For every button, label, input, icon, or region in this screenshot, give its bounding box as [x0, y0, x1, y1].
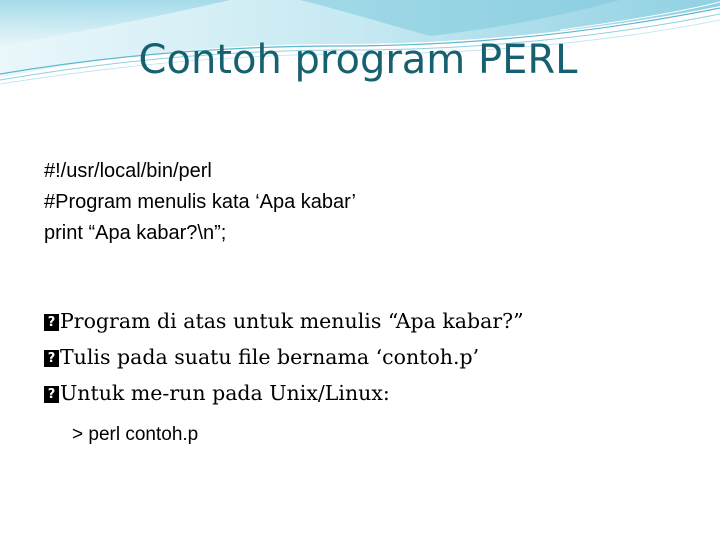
code-line-comment: #Program menulis kata ‘Apa kabar’ — [44, 191, 357, 213]
bullet-list — [44, 303, 524, 411]
bullet-item — [44, 375, 524, 411]
bullet-text: Untuk me-run pada Unix/Linux: — [60, 381, 390, 405]
bullet-text: Program di atas untuk menulis “Apa kabar?” — [60, 309, 524, 333]
code-line-shebang: #!/usr/local/bin/perl — [44, 160, 212, 182]
missing-glyph-bullet-icon — [44, 350, 59, 367]
bullet-item — [44, 339, 524, 375]
bullet-item — [44, 303, 524, 339]
code-block — [44, 156, 356, 249]
code-line-print: print “Apa kabar?\n”; — [44, 222, 227, 244]
missing-glyph-bullet-icon — [44, 386, 59, 403]
bullet-text: Tulis pada suatu file bernama ‘contoh.p’ — [60, 345, 480, 369]
command-line: > perl contoh.p — [72, 424, 199, 445]
slide-title: Contoh program PERL — [138, 37, 578, 83]
missing-glyph-bullet-icon — [44, 314, 59, 331]
